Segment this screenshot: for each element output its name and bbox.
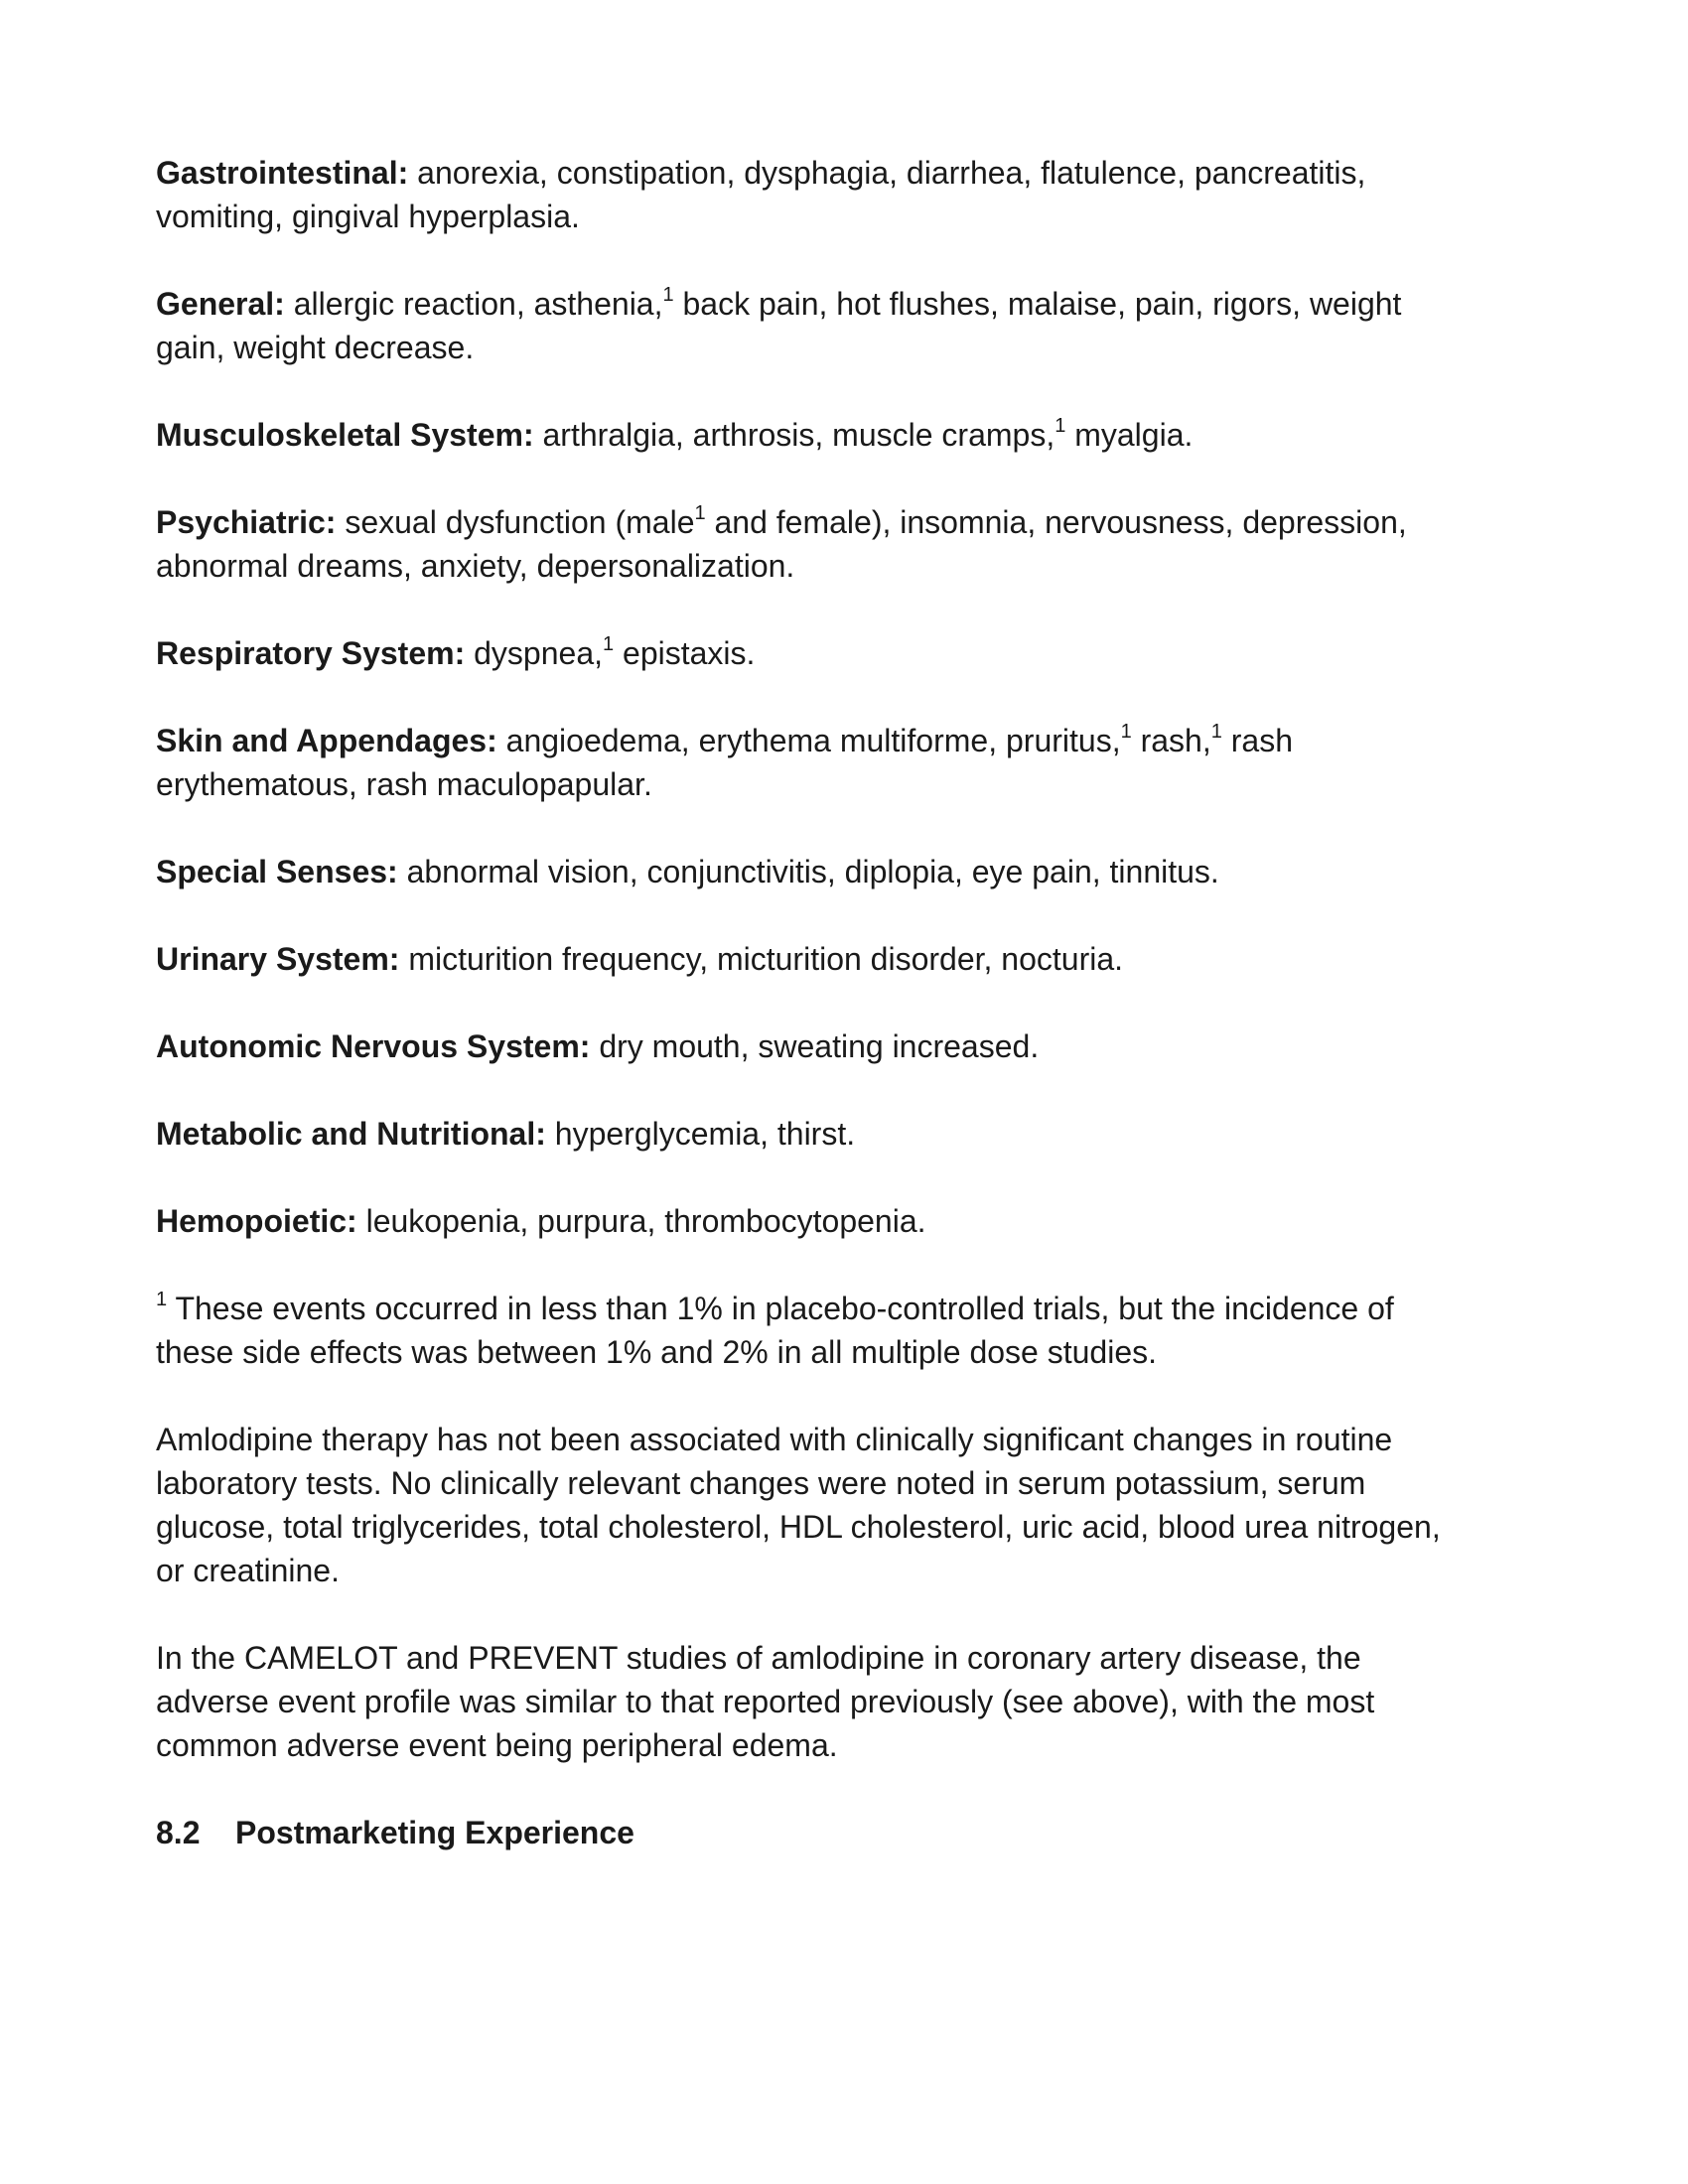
footnote xyxy=(156,1287,1546,1374)
paragraph-camelot xyxy=(156,1636,1546,1767)
entry-general xyxy=(156,282,1546,369)
paragraph-line: glucose, total triglycerides, total cholesterol, HDL cholesterol, uric acid, blood urea nitrogen, xyxy=(156,1509,1441,1545)
paragraph-line: In the CAMELOT and PREVENT studies of amlodipine in coronary artery disease, the xyxy=(156,1640,1361,1676)
entry-term: Respiratory System: xyxy=(156,635,466,671)
entry-text: epistaxis. xyxy=(614,635,756,671)
entry-text: myalgia. xyxy=(1065,417,1194,453)
entry-term: General: xyxy=(156,286,285,322)
entry-text: vomiting, gingival hyperplasia. xyxy=(156,199,580,234)
entry-term: Autonomic Nervous System: xyxy=(156,1028,591,1064)
entry-metabolic xyxy=(156,1112,1546,1156)
entry-musculoskeletal xyxy=(156,413,1546,457)
document-page xyxy=(156,151,1546,1854)
entry-text: allergic reaction, asthenia, xyxy=(284,286,663,322)
section-number: 8.2 xyxy=(156,1815,201,1850)
entry-text: rash xyxy=(1221,723,1293,758)
footnote-ref: 1 xyxy=(603,633,615,656)
entry-urinary xyxy=(156,937,1546,981)
paragraph-laboratory xyxy=(156,1418,1546,1592)
footnote-mark: 1 xyxy=(156,1289,168,1311)
section-title: Postmarketing Experience xyxy=(235,1815,634,1850)
entry-text: and female), insomnia, nervousness, depression, xyxy=(705,504,1407,540)
entry-skin xyxy=(156,719,1546,806)
entry-term: Urinary System: xyxy=(156,941,400,977)
footnote-text: These events occurred in less than 1% in placebo-controlled trials, but the incidence of xyxy=(167,1291,1394,1326)
entry-gastrointestinal xyxy=(156,151,1546,238)
footnote-ref: 1 xyxy=(1120,721,1132,744)
footnote-ref: 1 xyxy=(694,502,706,525)
entry-term: Psychiatric: xyxy=(156,504,337,540)
entry-term: Skin and Appendages: xyxy=(156,723,497,758)
footnote-ref: 1 xyxy=(1210,721,1222,744)
entry-text: leukopenia, purpura, thrombocytopenia. xyxy=(356,1203,926,1239)
section-heading xyxy=(156,1811,1546,1854)
entry-text: back pain, hot flushes, malaise, pain, rigors, weight xyxy=(673,286,1402,322)
entry-term: Hemopoietic: xyxy=(156,1203,357,1239)
paragraph-line: or creatinine. xyxy=(156,1553,340,1588)
entry-term: Metabolic and Nutritional: xyxy=(156,1116,546,1152)
entry-respiratory xyxy=(156,631,1546,675)
entry-text: dyspnea, xyxy=(465,635,603,671)
paragraph-line: laboratory tests. No clinically relevant changes were noted in serum potassium, serum xyxy=(156,1465,1366,1501)
entry-term: Musculoskeletal System: xyxy=(156,417,534,453)
entry-text: dry mouth, sweating increased. xyxy=(590,1028,1040,1064)
entry-hemopoietic xyxy=(156,1199,1546,1243)
entry-text: rash, xyxy=(1131,723,1211,758)
paragraph-line: common adverse event being peripheral edema. xyxy=(156,1727,838,1763)
entry-psychiatric xyxy=(156,500,1546,588)
entry-text: gain, weight decrease. xyxy=(156,330,475,365)
entry-text: hyperglycemia, thirst. xyxy=(545,1116,856,1152)
paragraph-line: Amlodipine therapy has not been associated with clinically significant changes in routine xyxy=(156,1422,1393,1457)
entry-text: angioedema, erythema multiforme, pruritus, xyxy=(496,723,1121,758)
footnote-ref: 1 xyxy=(662,284,674,307)
entry-autonomic xyxy=(156,1024,1546,1068)
entry-term: Gastrointestinal: xyxy=(156,155,409,191)
paragraph-line: adverse event profile was similar to that reported previously (see above), with the most xyxy=(156,1684,1375,1719)
entry-text: abnormal dreams, anxiety, depersonalization. xyxy=(156,548,795,584)
entry-text: erythematous, rash maculopapular. xyxy=(156,766,652,802)
footnote-ref: 1 xyxy=(1055,415,1066,438)
entry-text: micturition frequency, micturition disorder, nocturia. xyxy=(399,941,1124,977)
entry-text: abnormal vision, conjunctivitis, diplopia, eye pain, tinnitus. xyxy=(397,854,1219,889)
entry-special-senses xyxy=(156,850,1546,893)
entry-text: sexual dysfunction (male xyxy=(336,504,695,540)
entry-term: Special Senses: xyxy=(156,854,398,889)
entry-text: arthralgia, arthrosis, muscle cramps, xyxy=(533,417,1055,453)
footnote-text: these side effects was between 1% and 2% in all multiple dose studies. xyxy=(156,1334,1157,1370)
entry-text: anorexia, constipation, dysphagia, diarrhea, flatulence, pancreatitis, xyxy=(408,155,1366,191)
